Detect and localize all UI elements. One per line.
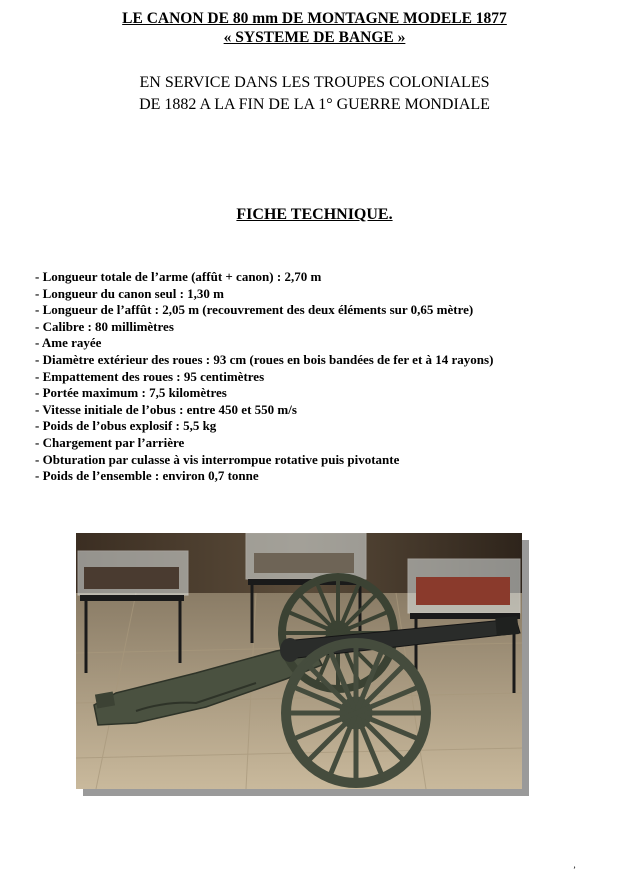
spec-item: - Obturation par culasse à vis interrompue rotative puis pivotante bbox=[35, 451, 400, 467]
spec-item: - Poids de l’ensemble : environ 0,7 tonne bbox=[35, 468, 259, 484]
document-subtitle-line1: EN SERVICE DANS LES TROUPES COLONIALES bbox=[139, 74, 490, 91]
spec-item: - Calibre : 80 millimètres bbox=[35, 318, 174, 334]
corner-mark: ’ bbox=[573, 865, 576, 875]
cannon-photo bbox=[76, 533, 522, 789]
spec-item: - Portée maximum : 7,5 kilomètres bbox=[35, 385, 227, 401]
spec-item: - Longueur de l’affût : 2,05 m (recouvrement des deux éléments sur 0,65 mètre) bbox=[35, 302, 474, 318]
document-title-line2: « SYSTEME DE BANGE » bbox=[223, 29, 406, 46]
section-heading: FICHE TECHNIQUE. bbox=[236, 206, 393, 223]
spec-item: - Poids de l’obus explosif : 5,5 kg bbox=[35, 418, 217, 434]
spec-item: - Longueur du canon seul : 1,30 m bbox=[35, 285, 225, 301]
spec-list bbox=[35, 269, 615, 485]
spec-item: - Longueur totale de l’arme (affût + canon) : 2,70 m bbox=[35, 269, 322, 284]
spec-item: - Chargement par l’arrière bbox=[35, 434, 185, 450]
spec-item: - Empattement des roues : 95 centimètres bbox=[35, 368, 265, 384]
spec-item: - Vitesse initiale de l’obus : entre 450 et 550 m/s bbox=[35, 401, 297, 417]
document-title-line1: LE CANON DE 80 mm DE MONTAGNE MODELE 1877 bbox=[122, 10, 507, 27]
spec-item: - Ame rayée bbox=[35, 335, 102, 351]
spec-item: - Diamètre extérieur des roues : 93 cm (roues en bois bandées de fer et à 14 rayons) bbox=[35, 351, 494, 367]
document-subtitle-line2: DE 1882 A LA FIN DE LA 1° GUERRE MONDIALE bbox=[139, 96, 490, 113]
